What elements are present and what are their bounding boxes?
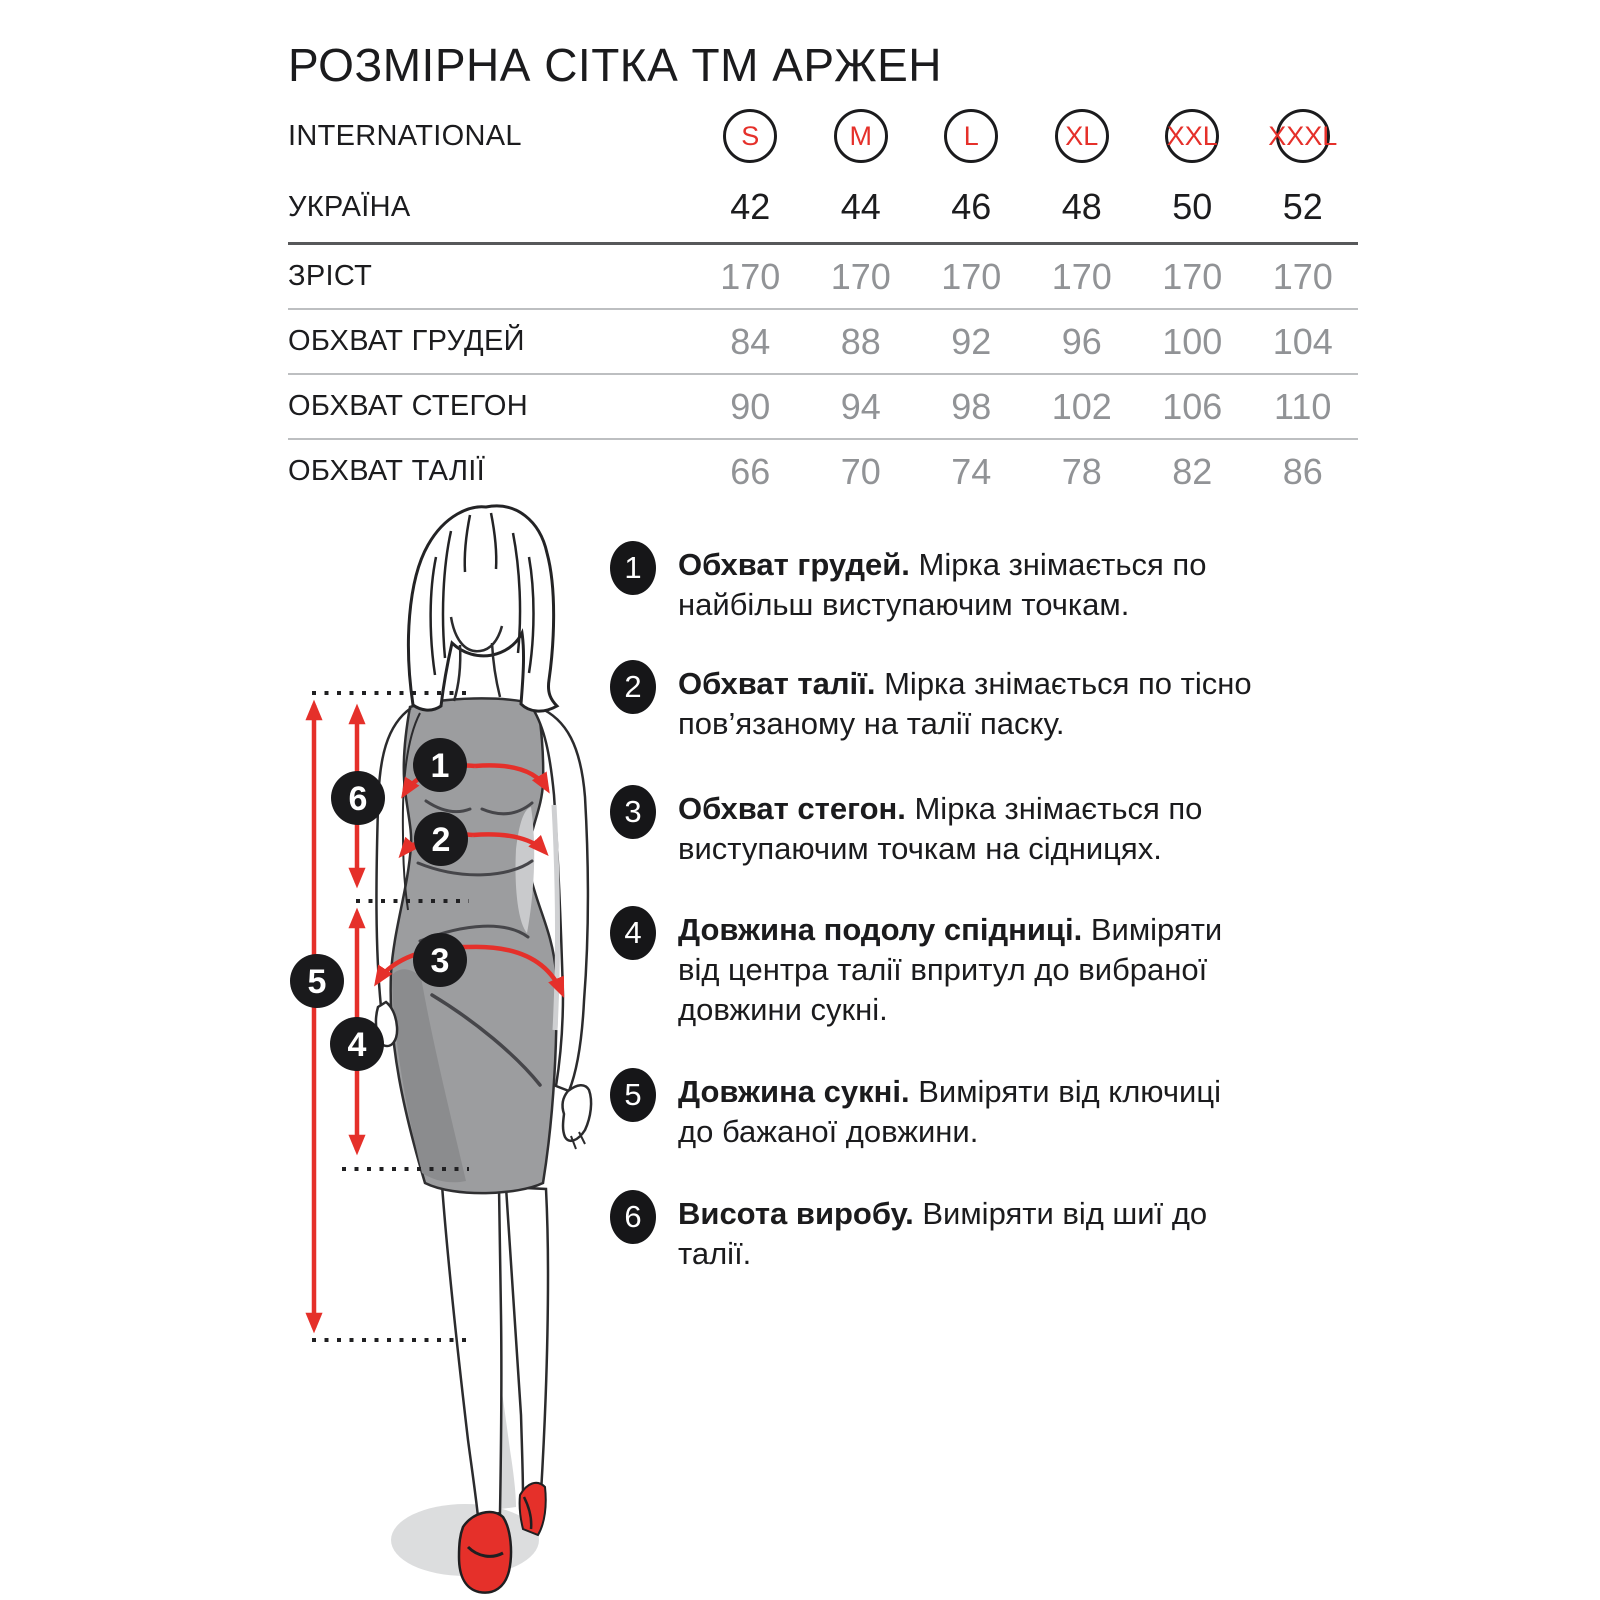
cell-value: 84	[730, 320, 771, 362]
marker-label-2: 2	[431, 821, 451, 859]
ukraine-size-value: 50	[1172, 186, 1213, 227]
ukraine-size-value: 42	[730, 186, 771, 227]
legend-item-dress-length	[610, 1068, 1262, 1152]
table-row-bust	[288, 310, 1358, 375]
row-label-hips: ОБХВАТ СТЕГОН	[288, 390, 529, 422]
cell-value: 106	[1162, 385, 1223, 427]
legend-desc-3: Мірка знімається по виступаючим точкам на сідницях.	[678, 791, 1203, 866]
legend-badge-3: 3	[610, 785, 656, 839]
cell-value: 170	[1051, 255, 1112, 297]
legend-term-2: Обхват талії.	[678, 666, 876, 701]
row-label-international: INTERNATIONAL	[288, 119, 522, 152]
size-badge-s: S	[723, 109, 777, 163]
legend-item-skirt-length	[610, 906, 1262, 1030]
cell-value: 170	[830, 255, 891, 297]
marker-label-1: 1	[430, 747, 450, 785]
cell-value: 98	[951, 385, 992, 427]
cell-value: 94	[840, 385, 881, 427]
cell-value: 104	[1272, 320, 1333, 362]
cell-value: 90	[730, 385, 771, 427]
cell-value: 88	[840, 320, 881, 362]
legend-term-5: Довжина сукні.	[678, 1074, 910, 1109]
cell-value: 102	[1051, 385, 1112, 427]
legend-badge-2: 2	[610, 660, 656, 714]
figure-illustration	[270, 495, 670, 1600]
table-row-hips	[288, 375, 1358, 440]
cell-value: 170	[1272, 255, 1333, 297]
marker-label-3: 3	[430, 942, 450, 980]
legend-item-product-height	[610, 1190, 1262, 1274]
table-row-height	[288, 245, 1358, 310]
cell-value: 100	[1162, 320, 1223, 362]
cell-value: 82	[1172, 450, 1213, 492]
legend-badge-1: 1	[610, 541, 656, 595]
size-badge-xxl: XXL	[1165, 109, 1219, 163]
marker-label-5: 5	[307, 963, 327, 1001]
cell-value: 86	[1282, 450, 1323, 492]
size-badge-m: M	[834, 109, 888, 163]
cell-value: 92	[951, 320, 992, 362]
legend-text-5	[678, 1072, 1262, 1152]
cell-value: 96	[1061, 320, 1102, 362]
cell-value: 170	[941, 255, 1002, 297]
ukraine-size-value: 52	[1282, 186, 1323, 227]
legend-desc-1: Мірка знімається по найбільш виступаючим точкам.	[678, 547, 1207, 622]
legend-text-4	[678, 910, 1262, 1030]
size-table	[288, 100, 1358, 503]
legend-term-6: Висота виробу.	[678, 1196, 914, 1231]
table-row-waist	[288, 440, 1358, 503]
legend-text-2	[678, 664, 1262, 744]
head	[408, 506, 557, 711]
size-badge-xl: XL	[1055, 109, 1109, 163]
size-badge-l: L	[944, 109, 998, 163]
legend-term-3: Обхват стегон.	[678, 791, 906, 826]
legend-term-1: Обхват грудей.	[678, 547, 910, 582]
cell-value: 70	[840, 450, 881, 492]
legend-desc-2: Мірка знімається по тісно пов’язаному на талії паску.	[678, 666, 1252, 741]
marker-label-6: 6	[348, 780, 368, 818]
legend-badge-6: 6	[610, 1190, 656, 1244]
cell-value: 170	[1162, 255, 1223, 297]
legend-term-4: Довжина подолу спідниці.	[678, 912, 1083, 947]
cell-value: 74	[951, 450, 992, 492]
marker-label-4: 4	[347, 1026, 367, 1064]
ukraine-size-value: 44	[840, 186, 881, 227]
legend-badge-5: 5	[610, 1068, 656, 1122]
table-row-ukraine	[288, 172, 1358, 245]
legend-item-hips	[610, 785, 1262, 869]
legend-desc-5: Виміряти від ключиці до бажаної довжини.	[678, 1074, 1221, 1149]
cell-value: 78	[1061, 450, 1102, 492]
row-label-waist: ОБХВАТ ТАЛІЇ	[288, 455, 485, 487]
legend-item-bust	[610, 541, 1262, 625]
legend-item-waist	[610, 660, 1262, 744]
ukraine-size-value: 48	[1061, 186, 1102, 227]
row-label-ukraine: УКРАЇНА	[288, 190, 411, 223]
legend-badge-4: 4	[610, 906, 656, 960]
page-title: РОЗМІРНА СІТКА ТМ АРЖЕН	[288, 39, 942, 91]
table-row-international	[288, 100, 1358, 172]
legend-text-6	[678, 1194, 1262, 1274]
ukraine-size-value: 46	[951, 186, 992, 227]
row-label-height: ЗРІСТ	[288, 260, 373, 292]
size-badge-xxxl: XXXL	[1276, 109, 1330, 163]
row-label-bust: ОБХВАТ ГРУДЕЙ	[288, 325, 525, 357]
cell-value: 66	[730, 450, 771, 492]
legend-desc-6: Виміряти від шиї до талії.	[678, 1196, 1208, 1271]
legs	[442, 1185, 548, 1517]
legend-text-3	[678, 789, 1262, 869]
legend-text-1	[678, 545, 1262, 625]
cell-value: 170	[720, 255, 781, 297]
legend-desc-4: Виміряти від центра талії впритул до вибраної довжини сукні.	[678, 912, 1223, 1027]
cell-value: 110	[1274, 385, 1332, 427]
